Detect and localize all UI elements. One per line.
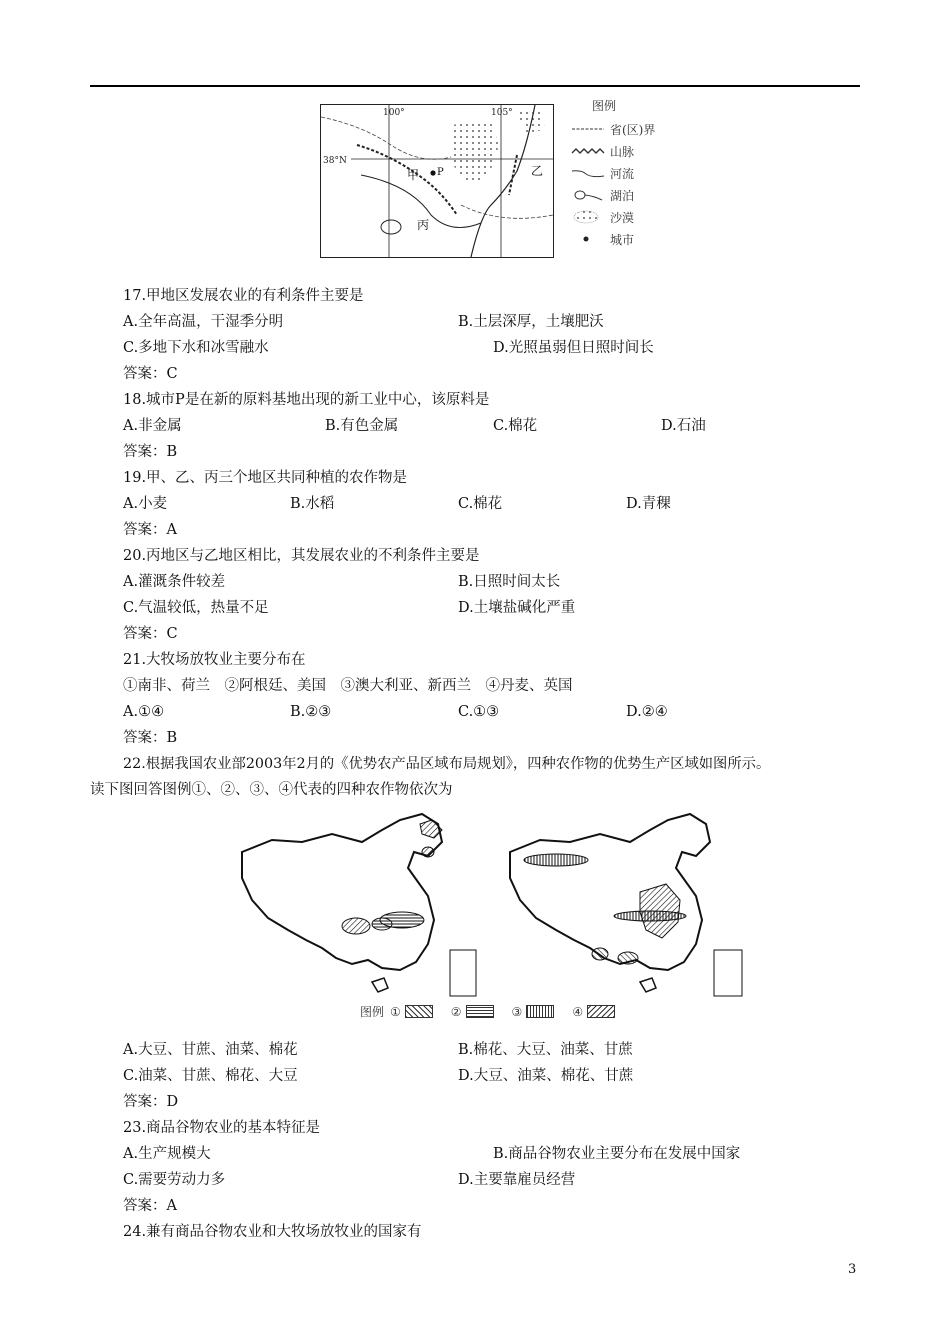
q19-stem: 19.甲、乙、丙三个地区共同种植的农作物是 xyxy=(123,470,408,486)
hatch-horizontal-icon xyxy=(466,1005,494,1018)
q22-stem-line1: 22.根据我国农业部2003年2月的《优势农产品区域布局规划》，四种农作物的优势生产区域如图所示。 xyxy=(123,756,771,772)
legend-row-lake: 湖泊 xyxy=(570,184,690,206)
q17-option-a: A.全年高温，干湿季分明 xyxy=(123,314,284,330)
q19-answer: 答案：A xyxy=(123,522,177,538)
q23-option-d: D.主要靠雇员经营 xyxy=(458,1172,576,1188)
city-label-p: P xyxy=(437,167,444,178)
city-p-marker xyxy=(430,170,435,175)
q21-option-c: C.①③ xyxy=(458,704,500,720)
q22-stem-line2: 读下图回答图例①、②、③、④代表的四种农作物依次为 xyxy=(90,782,453,798)
q22-option-a: A.大豆、甘蔗、油菜、棉花 xyxy=(123,1042,298,1058)
china-crop-map-left xyxy=(232,812,480,1002)
boundary-icon xyxy=(570,122,606,136)
region-map-drawing xyxy=(321,105,553,257)
q21-option-d: D.②④ xyxy=(626,704,668,720)
q20-stem: 20.丙地区与乙地区相比，其发展农业的不利条件主要是 xyxy=(123,548,480,564)
hatch-diagonal-icon xyxy=(405,1005,433,1018)
q19-option-a: A.小麦 xyxy=(123,496,168,512)
q20-option-c: C.气温较低，热量不足 xyxy=(123,600,269,616)
legend-row-mountain: 山脉 xyxy=(570,140,690,162)
q19-option-c: C.棉花 xyxy=(458,496,503,512)
legend-row-desert: 沙漠 xyxy=(570,206,690,228)
lat-label-38: 38°N xyxy=(323,156,347,166)
region-map xyxy=(320,104,554,258)
q17-option-d: D.光照虽弱但日照时间长 xyxy=(493,340,654,356)
q18-option-c: C.棉花 xyxy=(493,418,538,434)
crop-legend-title: 图例 xyxy=(360,1005,385,1019)
crop-map-legend xyxy=(360,1003,633,1020)
crop-legend-4: ④ xyxy=(572,1005,615,1019)
q18-answer: 答案：B xyxy=(123,444,178,460)
q17-stem: 17.甲地区发展农业的有利条件主要是 xyxy=(123,288,364,304)
q20-option-d: D.土壤盐碱化严重 xyxy=(458,600,576,616)
q22-option-c: C.油菜、甘蔗、棉花、大豆 xyxy=(123,1068,298,1084)
q21-option-a: A.①④ xyxy=(123,704,165,720)
q19-option-d: D.青稞 xyxy=(626,496,671,512)
mountain-icon xyxy=(570,144,606,158)
crop-legend-2: ② xyxy=(451,1005,494,1019)
china-map-right-drawing xyxy=(500,812,750,1002)
q17-option-c: C.多地下水和冰雪融水 xyxy=(123,340,269,356)
q19-option-b: B.水稻 xyxy=(290,496,335,512)
legend-row-boundary: 省(区)界 xyxy=(570,118,690,140)
q23-option-b: B.商品谷物农业主要分布在发展中国家 xyxy=(493,1146,741,1162)
river-icon xyxy=(570,166,606,180)
q17-option-b: B.土层深厚，土壤肥沃 xyxy=(458,314,604,330)
q23-answer: 答案：A xyxy=(123,1198,177,1214)
q17-answer: 答案：C xyxy=(123,366,178,382)
q23-stem: 23.商品谷物农业的基本特征是 xyxy=(123,1120,321,1136)
crop-legend-1: ① xyxy=(390,1005,433,1019)
q21-option-b: B.②③ xyxy=(290,704,332,720)
q18-option-b: B.有色金属 xyxy=(325,418,399,434)
q22-answer: 答案：D xyxy=(123,1094,179,1110)
q18-stem: 18.城市P是在新的原料基地出现的新工业中心，该原料是 xyxy=(123,392,490,408)
hatch-backslash-icon xyxy=(587,1005,615,1018)
region-label-jia: 甲 xyxy=(407,168,420,182)
q23-option-a: A.生产规模大 xyxy=(123,1146,211,1162)
q22-option-d: D.大豆、油菜、棉花、甘蔗 xyxy=(458,1068,634,1084)
legend-title: 图例 xyxy=(592,99,617,113)
region-label-yi: 乙 xyxy=(531,164,544,178)
crop-legend-3: ③ xyxy=(512,1005,555,1019)
legend-row-city: 城市 xyxy=(570,228,690,250)
lon-label-105: 105° xyxy=(491,108,513,118)
q22-option-b: B.棉花、大豆、油菜、甘蔗 xyxy=(458,1042,633,1058)
q24-stem: 24.兼有商品谷物农业和大牧场放牧业的国家有 xyxy=(123,1224,422,1240)
q20-option-a: A.灌溉条件较差 xyxy=(123,574,226,590)
q23-option-c: C.需要劳动力多 xyxy=(123,1172,226,1188)
lake-icon xyxy=(570,188,606,202)
desert-icon xyxy=(570,210,606,224)
region-label-bing: 丙 xyxy=(417,218,430,232)
q18-option-d: D.石油 xyxy=(661,418,706,434)
lon-label-100: 100° xyxy=(383,108,405,118)
city-icon xyxy=(570,232,606,246)
china-map-left-drawing xyxy=(232,812,480,1002)
china-crop-map-right xyxy=(500,812,750,1002)
q21-items: ①南非、荷兰 ②阿根廷、美国 ③澳大利亚、新西兰 ④丹麦、英国 xyxy=(123,678,573,694)
q18-option-a: A.非金属 xyxy=(123,418,182,434)
region-map-legend xyxy=(570,97,690,250)
q21-stem: 21.大牧场放牧业主要分布在 xyxy=(123,652,306,668)
q20-option-b: B.日照时间太长 xyxy=(458,574,561,590)
legend-row-river: 河流 xyxy=(570,162,690,184)
header-rule xyxy=(90,85,860,87)
page-number: 3 xyxy=(848,1262,857,1277)
hatch-vertical-icon xyxy=(526,1005,554,1018)
q21-answer: 答案：B xyxy=(123,730,178,746)
q20-answer: 答案：C xyxy=(123,626,178,642)
